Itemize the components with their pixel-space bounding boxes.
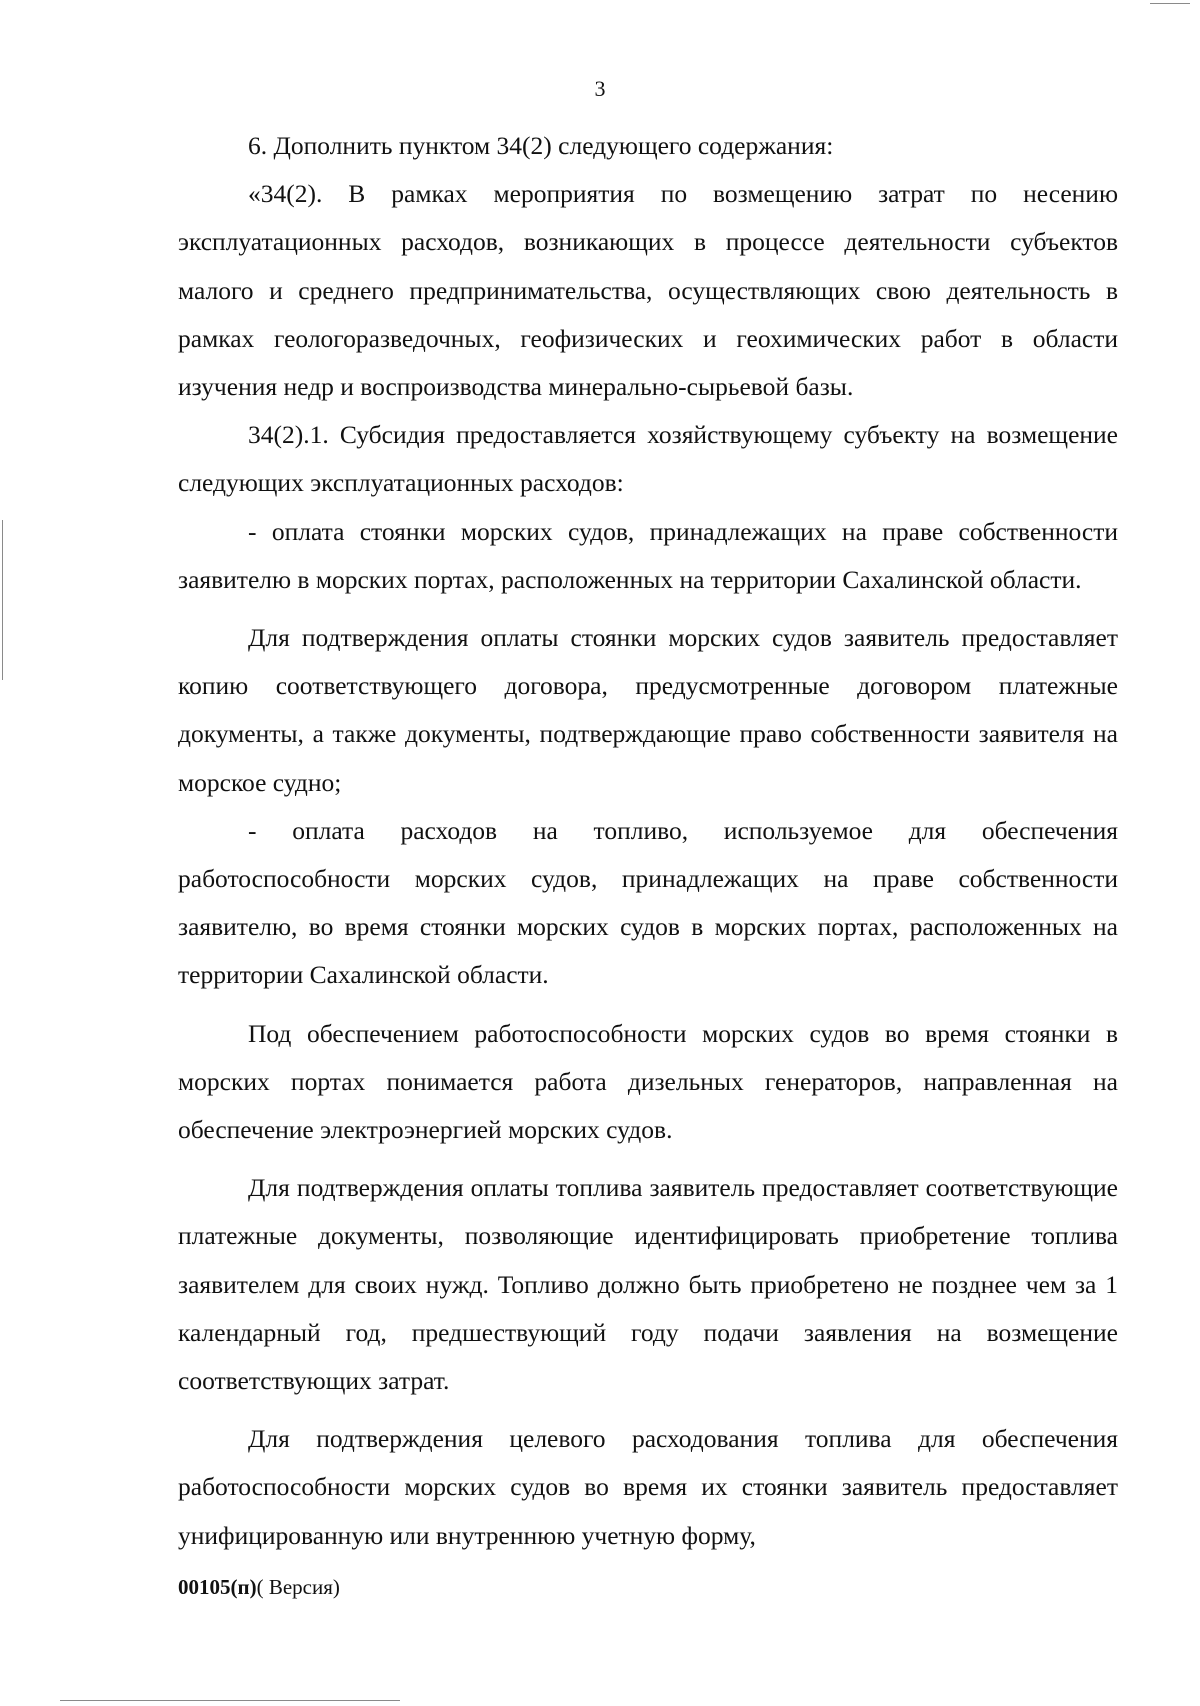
- page-number: 3: [594, 76, 606, 101]
- paragraph-34-2-intro: «34(2). В рамках мероприятия по возмещению затрат по несению эксплуатационных расходов, возникающих в процессе деятельности субъектов малого и среднего предпринимательства, осуществляющих свою деятельность в рамках геологоразведочных, геофизических и геохимических работ в области изучения недр и воспроизводства минерально-сырьевой базы.: [178, 179, 1118, 402]
- paragraph-operability-definition: Под обеспечением работоспособности морских судов во время стоянки в морских портах понимается работа дизельных генераторов, направленная на обеспечение электроэнергией морских судов.: [178, 1018, 1118, 1145]
- paragraph-berth-payment: - оплата стоянки морских судов, принадлежащих на праве собственности заявителю в морских портах, расположенных на территории Сахалинской области.: [178, 516, 1118, 594]
- document-body: [178, 122, 1118, 1560]
- scan-edge-mark-top-right: [1150, 3, 1190, 4]
- paragraph-fuel-payment: - оплата расходов на топливо, используемое для обеспечения работоспособности морских судов, принадлежащих на праве собственности заявителю, во время стоянки морских судов в морских портах, расположенных на территории Сахалинской области.: [178, 815, 1118, 990]
- scan-edge-mark-left: [2, 520, 3, 680]
- paragraph-34-2-1: 34(2).1. Субсидия предоставляется хозяйствующему субъекту на возмещение следующих эксплуатационных расходов:: [178, 420, 1118, 498]
- document-code: 00105(п): [178, 1575, 257, 1599]
- scan-edge-mark-bottom: [60, 1700, 400, 1701]
- paragraph-fuel-usage-confirmation: Для подтверждения целевого расходования топлива для обеспечения работоспособности морских судов во время их стоянки заявитель предоставляет унифицированную или внутреннюю учетную форму,: [178, 1424, 1118, 1550]
- paragraph-item-6: 6. Дополнить пунктом 34(2) следующего содержания:: [248, 131, 834, 160]
- document-version: ( Версия): [256, 1575, 340, 1599]
- paragraph-berth-confirmation: Для подтверждения оплаты стоянки морских судов заявитель предоставляет копию соответствующего договора, предусмотренные договором платежные документы, а также документы, подтверждающие право собственности заявителя на морское судно;: [178, 623, 1118, 797]
- paragraph-fuel-confirmation: Для подтверждения оплаты топлива заявитель предоставляет соответствующие платежные документы, позволяющие идентифицировать приобретение топлива заявителем для своих нужд. Топливо должно быть приобретено не позднее чем за 1 календарный год, предшествующий году подачи заявления на возмещение соответствующих затрат.: [178, 1173, 1118, 1396]
- document-footer: [178, 1575, 340, 1600]
